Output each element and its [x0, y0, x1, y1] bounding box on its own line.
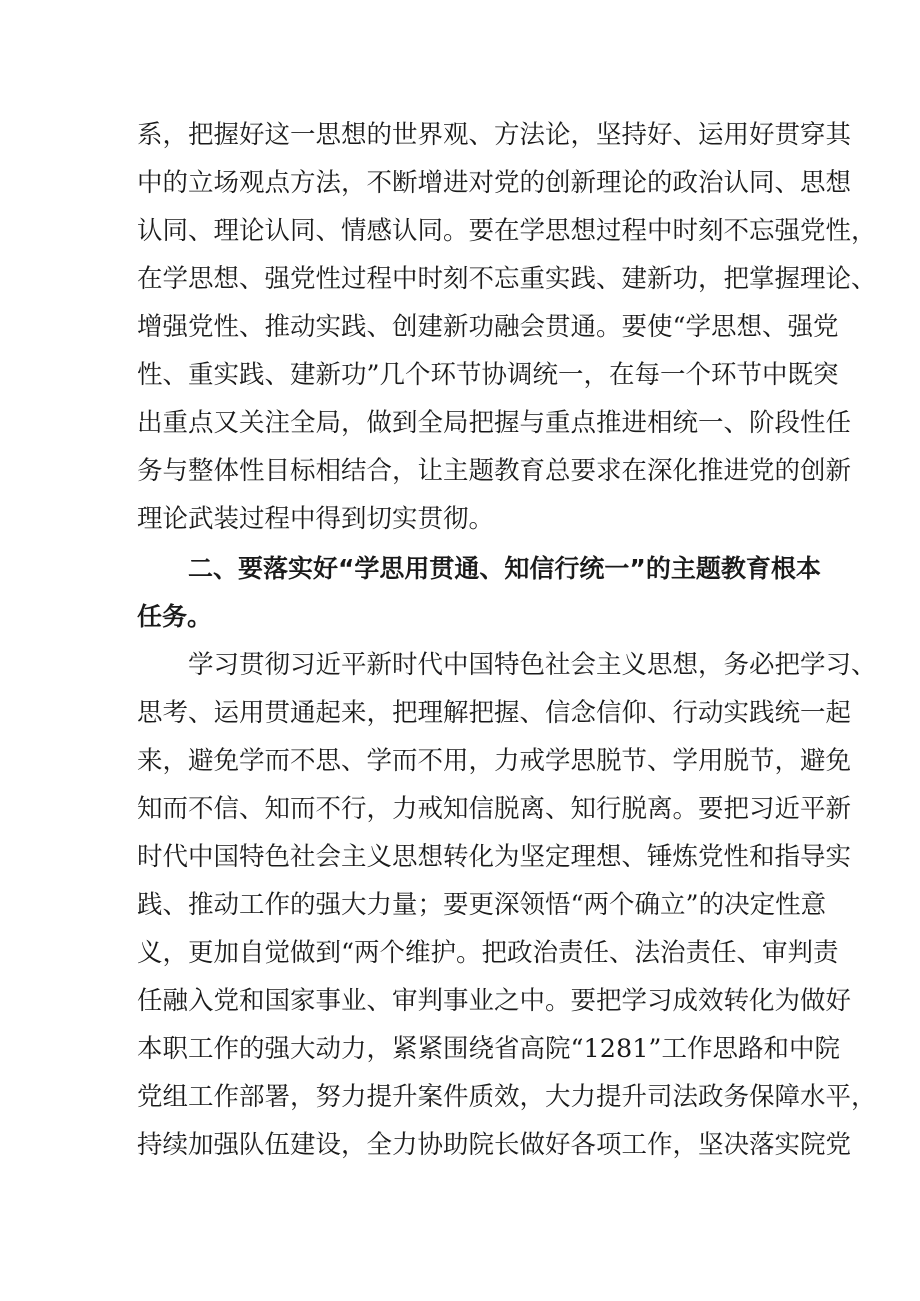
paragraph-line: 义，更加自觉做到“两个维护。把政治责任、法治责任、审判责: [137, 938, 839, 968]
paragraph-line: 系，把握好这一思想的世界观、方法论，坚持好、运用好贯穿其: [137, 120, 852, 150]
paragraph-line: 性、重实践、建新功”几个环节协调统一，在每一个环节中既突: [137, 360, 839, 390]
paragraph-line: 时代中国特色社会主义思想转化为坚定理想、锤炼党性和指导实: [137, 842, 852, 872]
paragraph-line: 任融入党和国家事业、审判事业之中。要把学习成效转化为做好: [137, 986, 852, 1016]
paragraph-line: 出重点又关注全局，做到全局把握与重点推进相统一、阶段性任: [137, 408, 852, 438]
section-heading: 二、要落实好“学思用贯通、知信行统一”的主题教育根本: [188, 554, 821, 583]
paragraph-line: 务与整体性目标相结合，让主题教育总要求在深化推进党的创新: [137, 456, 852, 486]
section-heading: 任务。: [137, 602, 213, 631]
paragraph-line: 本职工作的强大动力，紧紧围绕省高院“1281”工作思路和中院: [137, 1034, 840, 1064]
paragraph-line: 理论武装过程中得到切实贯彻。: [137, 504, 495, 534]
paragraph-line: 中的立场观点方法，不断增进对党的创新理论的政治认同、思想: [137, 168, 852, 198]
paragraph-line: 学习贯彻习近平新时代中国特色社会主义思想，务必把学习、: [188, 650, 877, 680]
paragraph-line: 认同、理论认同、情感认同。要在学思想过程中时刻不忘强党性，: [137, 216, 877, 246]
paragraph-line: 持续加强队伍建设，全力协助院长做好各项工作，坚决落实院党: [137, 1130, 852, 1160]
paragraph-line: 思考、运用贯通起来，把理解把握、信念信仰、行动实践统一起: [137, 698, 852, 728]
paragraph-line: 践、推动工作的强大力量；要更深领悟“两个确立”的决定性意: [137, 890, 827, 920]
paragraph-line: 在学思想、强党性过程中时刻不忘重实践、建新功，把掌握理论、: [137, 264, 877, 294]
paragraph-line: 党组工作部署，努力提升案件质效，大力提升司法政务保障水平，: [137, 1082, 877, 1112]
paragraph-line: 知而不信、知而不行，力戒知信脱离、知行脱离。要把习近平新: [137, 794, 852, 824]
paragraph-line: 增强党性、推动实践、创建新功融会贯通。要使“学思想、强党: [137, 312, 839, 342]
paragraph-line: 来，避免学而不思、学而不用，力戒学思脱节、学用脱节，避免: [137, 746, 852, 776]
